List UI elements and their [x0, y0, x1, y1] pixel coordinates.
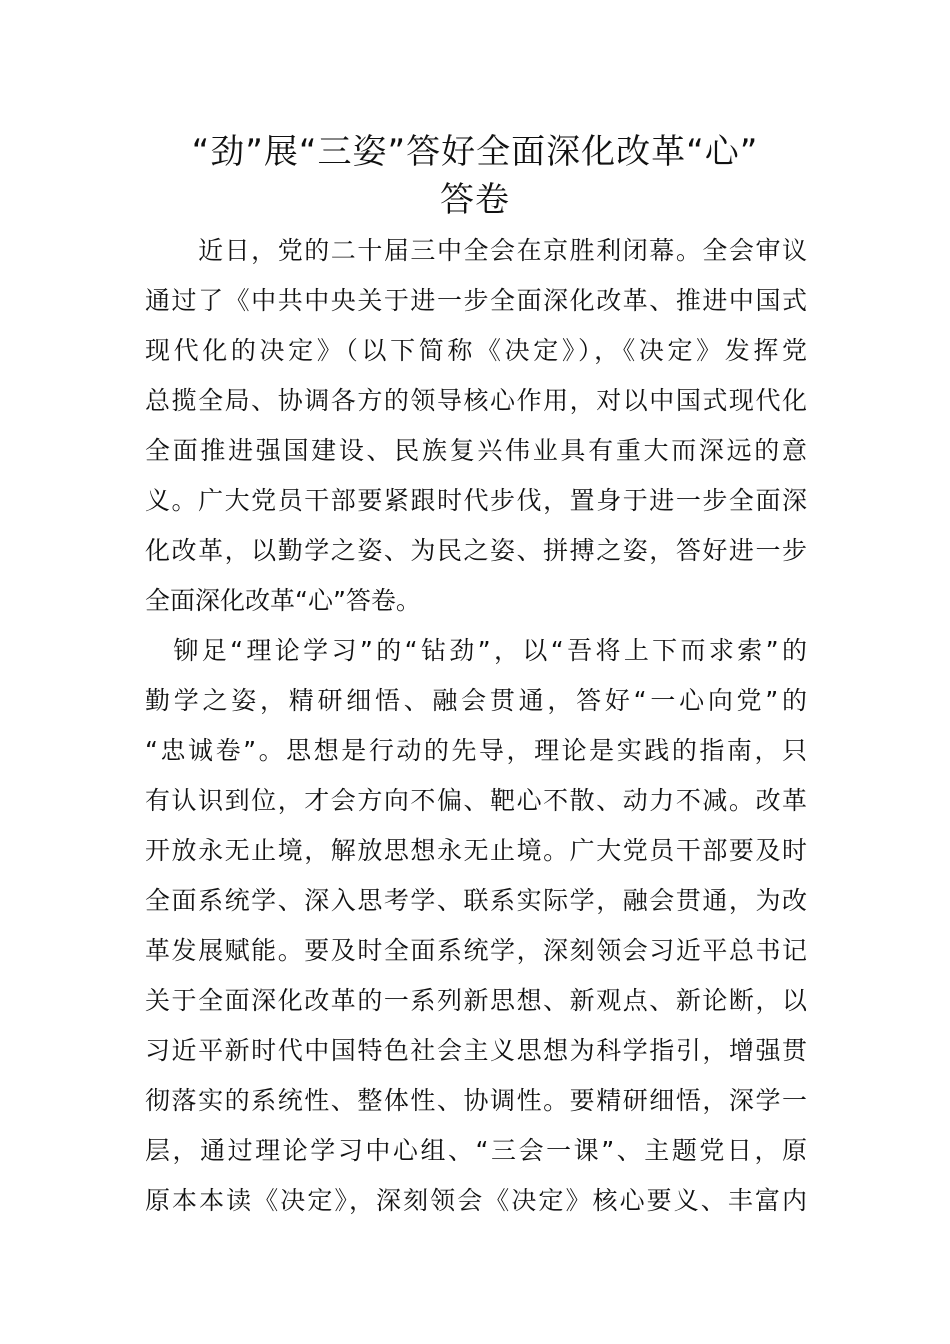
- text-line: 义。广大党员干部要紧跟时代步伐，置身于进一步全面深: [145, 486, 807, 515]
- text-line: 全面深化改革“心”答卷。: [145, 586, 421, 615]
- title-line: 答卷: [440, 180, 510, 220]
- text-line: 全面推进强国建设、民族复兴伟业具有重大而深远的意: [145, 436, 807, 465]
- text-line: 总揽全局、协调各方的领导核心作用，对以中国式现代化: [145, 386, 807, 415]
- document-title: [100, 128, 850, 224]
- paragraph-theory-study: [145, 626, 807, 1226]
- text-line: 勤学之姿，精研细悟、融会贯通，答好“一心向党”的: [145, 686, 807, 715]
- title-line: “劲”展“三姿”答好全面深化改革“心”: [191, 132, 759, 172]
- text-line: 彻落实的系统性、整体性、协调性。要精研细悟，深学一: [145, 1086, 807, 1115]
- text-line: 有认识到位，才会方向不偏、靶心不散、动力不减。改革: [145, 786, 807, 815]
- text-line: 原本本读《决定》，深刻领会《决定》核心要义、丰富内: [145, 1186, 807, 1215]
- text-line: 铆足“理论学习”的“钻劲”，以“吾将上下而求索”的: [145, 636, 807, 665]
- document-body: [145, 226, 807, 1226]
- text-line: 化改革，以勤学之姿、为民之姿、拼搏之姿，答好进一步: [145, 536, 807, 565]
- text-line: “忠诚卷”。思想是行动的先导，理论是实践的指南，只: [145, 736, 807, 765]
- text-line: 关于全面深化改革的一系列新思想、新观点、新论断，以: [145, 986, 807, 1015]
- text-line: 近日，党的二十届三中全会在京胜利闭幕。全会审议: [145, 236, 807, 265]
- text-line: 层，通过理论学习中心组、“三会一课”、主题党日，原: [145, 1136, 807, 1165]
- text-line: 革发展赋能。要及时全面系统学，深刻领会习近平总书记: [145, 936, 807, 965]
- text-line: 习近平新时代中国特色社会主义思想为科学指引，增强贯: [145, 1036, 807, 1065]
- text-line: 开放永无止境，解放思想永无止境。广大党员干部要及时: [145, 836, 807, 865]
- text-line: 全面系统学、深入思考学、联系实际学，融会贯通，为改: [145, 886, 807, 915]
- text-line: 现代化的决定》（以下简称《决定》），《决定》发挥党: [145, 336, 807, 365]
- text-line: 通过了《中共中央关于进一步全面深化改革、推进中国式: [145, 286, 807, 315]
- paragraph-intro: [145, 226, 807, 626]
